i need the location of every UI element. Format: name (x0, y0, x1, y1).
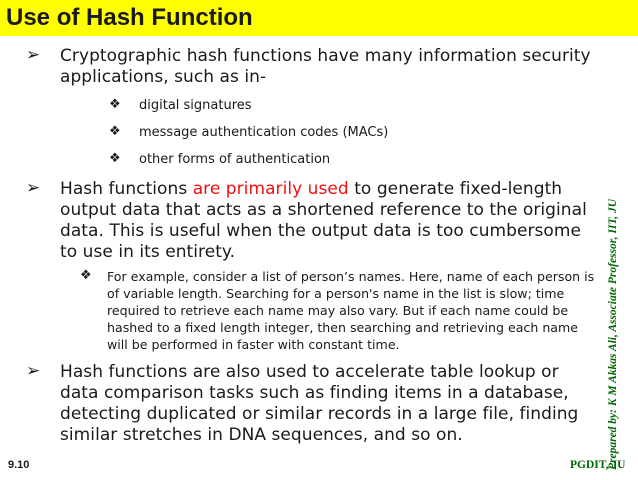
diamond-bullet-icon: ❖ (109, 151, 121, 166)
diamond-bullet-icon: ❖ (109, 124, 121, 139)
bullet-text-3: Hash functions are also used to accelerate table lookup or data comparison tasks such as finding items in a database, detecting duplicated or similar records in a large file, finding similar stretches in DNA sequences, and so on. (60, 362, 579, 445)
slide-title: Use of Hash Function (6, 4, 253, 31)
example-text: For example, consider a list of person’s names. Here, name of each person is of variable length. Searching for a person's name in the list is slow; time required to retrieve each name may also vary. But if each name could be hashed to a fixed length integer, then searching and retrieving each name will be performed in faster with constant time. (107, 269, 595, 352)
side-credit (600, 110, 628, 480)
diamond-bullet-icon: ❖ (80, 268, 92, 283)
arrow-bullet-icon: ➢ (26, 361, 41, 381)
bullet-text-2 (60, 179, 600, 263)
bullet-text-2-highlight: are primarily used (192, 179, 349, 199)
sub-bullet-2: message authentication codes (MACs) (139, 125, 389, 140)
arrow-bullet-icon: ➢ (26, 178, 41, 198)
bullet-text-2-start: Hash functions (60, 179, 193, 199)
footer-org: PGDIT, JU (570, 459, 626, 471)
bullet-text-1: Cryptographic hash functions have many information security applications, such as in- (60, 46, 591, 87)
sub-bullet-1: digital signatures (139, 98, 252, 113)
sub-bullet-3: other forms of authentication (139, 152, 331, 167)
bullet-text-2-end: to generate fixed-length output data that acts as a shortened reference to the original data. This is useful when the output data is too cumbersome to use in its entirety. (60, 179, 587, 262)
slide-number: 9.10 (8, 459, 30, 471)
diamond-bullet-icon: ❖ (109, 97, 121, 112)
arrow-bullet-icon: ➢ (26, 45, 41, 65)
title-bar (0, 0, 638, 36)
side-credit-text: Prepared by: K M Akkas Ali, Associate Professor, IIT, JU (607, 198, 619, 470)
